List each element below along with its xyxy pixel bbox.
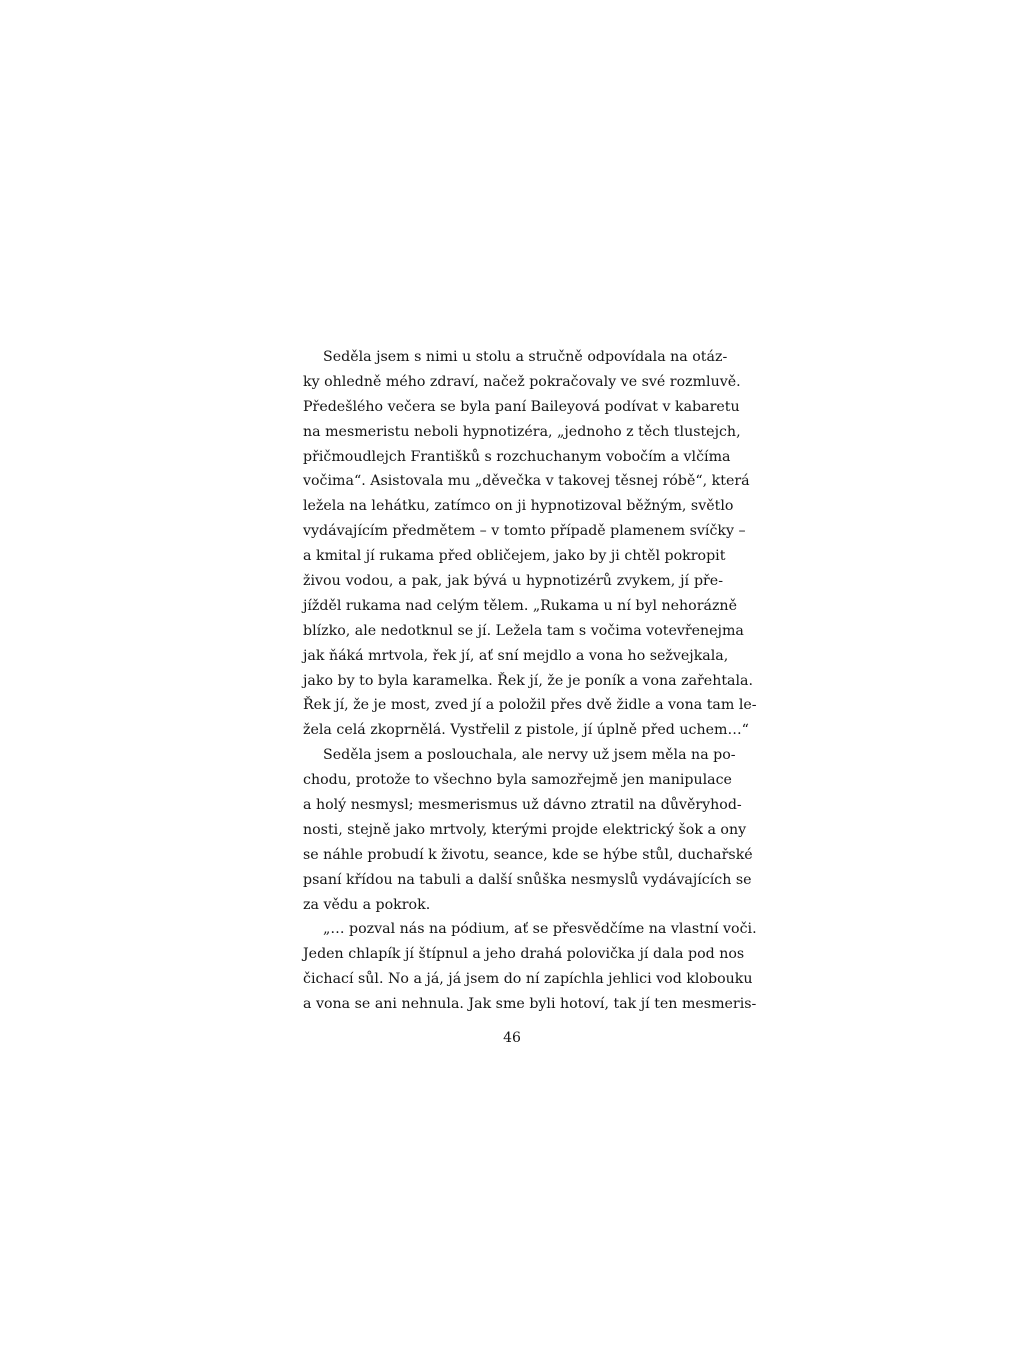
paragraph-2 xyxy=(303,743,753,917)
text-line: ležela na lehátku, zatímco on ji hypnotizoval běžným, světlo xyxy=(303,498,734,515)
text-line: vydávajícím předmětem – v tomto případě plamenem svíčky – xyxy=(303,523,746,540)
text-line: žela celá zkoprnělá. Vystřelil z pistole, jí úplně před uchem…“ xyxy=(303,722,749,739)
text-line: Seděla jsem s nimi u stolu a stručně odpovídala na otáz- xyxy=(323,349,728,365)
page-number: 46 xyxy=(503,1030,521,1046)
text-line: živou vodou, a pak, jak bývá u hypnotizérů zvykem, jí pře- xyxy=(303,573,723,590)
text-line: Řek jí, že je most, zved jí a položil přes dvě židle a vona tam le- xyxy=(303,697,757,714)
text-line: „… pozval nás na pódium, ať se přesvědčíme na vlastní voči. xyxy=(323,921,757,938)
text-line: za vědu a pokrok. xyxy=(303,896,431,913)
text-line: Předešlého večera se byla paní Baileyová podívat v kabaretu xyxy=(303,398,740,415)
text-line: jížděl rukama nad celým tělem. „Rukama u ní byl nehorázně xyxy=(303,597,737,614)
paragraph-3 xyxy=(303,917,757,1017)
text-line: se náhle probudí k životu, seance, kde se hýbe stůl, duchařské xyxy=(303,846,753,863)
text-line: psaní křídou na tabuli a další snůška nesmyslů vydávajících se xyxy=(303,871,752,888)
body-text xyxy=(303,345,757,1017)
paragraph-1 xyxy=(303,345,757,743)
text-line: jak ňáká mrtvola, řek jí, ať sní mejdlo a vona ho sežvejkala, xyxy=(303,647,729,664)
text-line: nosti, stejně jako mrtvoly, kterými projde elektrický šok a ony xyxy=(303,821,747,838)
text-line: na mesmeristu neboli hypnotizéra, „jednoho z těch tlustejch, xyxy=(303,423,741,440)
text-line: chodu, protože to všechno byla samozřejmě jen manipulace xyxy=(303,772,732,789)
text-line: blízko, ale nedotknul se jí. Ležela tam s vočima votevřenejma xyxy=(303,622,744,639)
text-line: Jeden chlapík jí štípnul a jeho drahá polovička jí dala pod nos xyxy=(303,946,745,963)
text-line: vočima“. Asistovala mu „děvečka v takovej těsnej róbě“, která xyxy=(303,473,750,490)
text-line: jako by to byla karamelka. Řek jí, že je poník a vona zařehtala. xyxy=(303,672,754,689)
text-line: Seděla jsem a poslouchala, ale nervy už jsem měla na po- xyxy=(323,747,736,764)
text-line: a kmital jí rukama před obličejem, jako by ji chtěl pokropit xyxy=(303,548,726,565)
text-line: ky ohledně mého zdraví, načež pokračovaly ve své rozmluvě. xyxy=(303,373,741,390)
text-line: přičmoudlejch Františků s rozchuchanym vobočím a vlčíma xyxy=(303,448,731,465)
text-line: a vona se ani nehnula. Jak sme byli hotoví, tak jí ten mesmeris- xyxy=(303,996,757,1013)
text-line: čichací sůl. No a já, já jsem do ní zapíchla jehlici vod klobouku xyxy=(303,971,753,988)
text-line: a holý nesmysl; mesmerismus už dávno ztratil na důvěryhod- xyxy=(303,797,742,814)
